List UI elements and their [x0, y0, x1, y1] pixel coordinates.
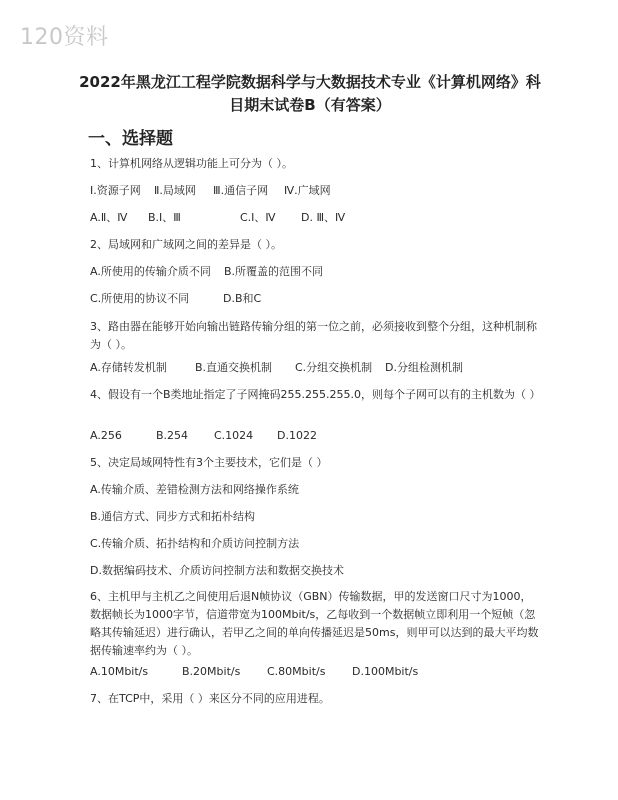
question-1-option: D. Ⅲ、Ⅳ [301, 211, 346, 224]
question-5-option-d: D.数据编码技术、介质访问控制方法和数据交换技术 [90, 564, 344, 577]
question-1-stem: 1、计算机网络从逻辑功能上可分为（ ）。 [90, 157, 293, 170]
document-title [70, 71, 550, 117]
question-3-option: D.分组检测机制 [385, 361, 463, 374]
question-1-item: Ⅳ.广域网 [284, 184, 331, 197]
question-6-option: B.20Mbit/s [182, 665, 241, 678]
question-1-option: C.I、Ⅳ [240, 211, 276, 224]
question-2-stem: 2、局域网和广域网之间的差异是（ ）。 [90, 238, 282, 251]
question-4-option: C.1024 [214, 429, 254, 442]
question-1-item: Ⅲ.通信子网 [213, 184, 269, 197]
question-5-option-a: A.传输介质、差错检测方法和网络操作系统 [90, 483, 299, 496]
question-1-item: Ⅱ.局域网 [154, 184, 196, 197]
question-5-option-c: C.传输介质、拓扑结构和介质访问控制方法 [90, 537, 300, 550]
question-5-option-b: B.通信方式、同步方式和拓朴结构 [90, 510, 256, 523]
question-6-option: D.100Mbit/s [352, 665, 419, 678]
question-2-option: A.所使用的传输介质不同 [90, 265, 211, 278]
question-4-option: B.254 [156, 429, 189, 442]
question-3-option: B.直通交换机制 [195, 361, 273, 374]
watermark: 120资料 [20, 25, 109, 50]
question-6-stem: 6、主机甲与主机乙之间使用后退N帧协议（GBN）传输数据，甲的发送窗口尺寸为1000，数据帧长为1000字节，信道带宽为100Mbit/s，乙每收到一个数据帧立即利用一个短帧（忽略其传输延迟）进行确认，若甲乙之间的单向传播延迟是50ms，则甲可以达到的最大平均数据传输速率约为（ ）。 [90, 590, 539, 657]
question-3-option: A.存储转发机制 [90, 361, 167, 374]
question-4-option: D.1022 [277, 429, 317, 442]
question-2-option: B.所覆盖的范围不同 [224, 265, 324, 278]
question-3-option: C.分组交换机制 [295, 361, 373, 374]
question-7-stem: 7、在TCP中，采用（ ）来区分不同的应用进程。 [90, 692, 330, 705]
question-1-option: B.I、Ⅲ [148, 211, 181, 224]
question-4-option: A.256 [90, 429, 122, 442]
question-5-stem: 5、决定局域网特性有3个主要技术，它们是（ ） [90, 456, 328, 469]
question-3-stem: 3、路由器在能够开始向输出链路传输分组的第一位之前，必须接收到整个分组，这种机制称为（ ）。 [90, 320, 537, 351]
question-2-option: C.所使用的协议不同 [90, 292, 190, 305]
question-4-stem: 4、假设有一个B类地址指定了子网掩码255.255.255.0，则每个子网可以有的主机数为（ ） [90, 388, 541, 401]
question-6-option: A.10Mbit/s [90, 665, 149, 678]
section-heading-choice: 一、选择题 [88, 129, 173, 149]
title-line-2: 目期末试卷B（有答案） [229, 96, 391, 114]
question-6-option: C.80Mbit/s [267, 665, 326, 678]
title-line-1: 2022年黑龙江工程学院数据科学与大数据技术专业《计算机网络》科 [79, 73, 541, 91]
question-2-option: D.B和C [223, 292, 262, 305]
question-1-item: I.资源子网 [90, 184, 141, 197]
question-1-option: A.Ⅱ、Ⅳ [90, 211, 128, 224]
